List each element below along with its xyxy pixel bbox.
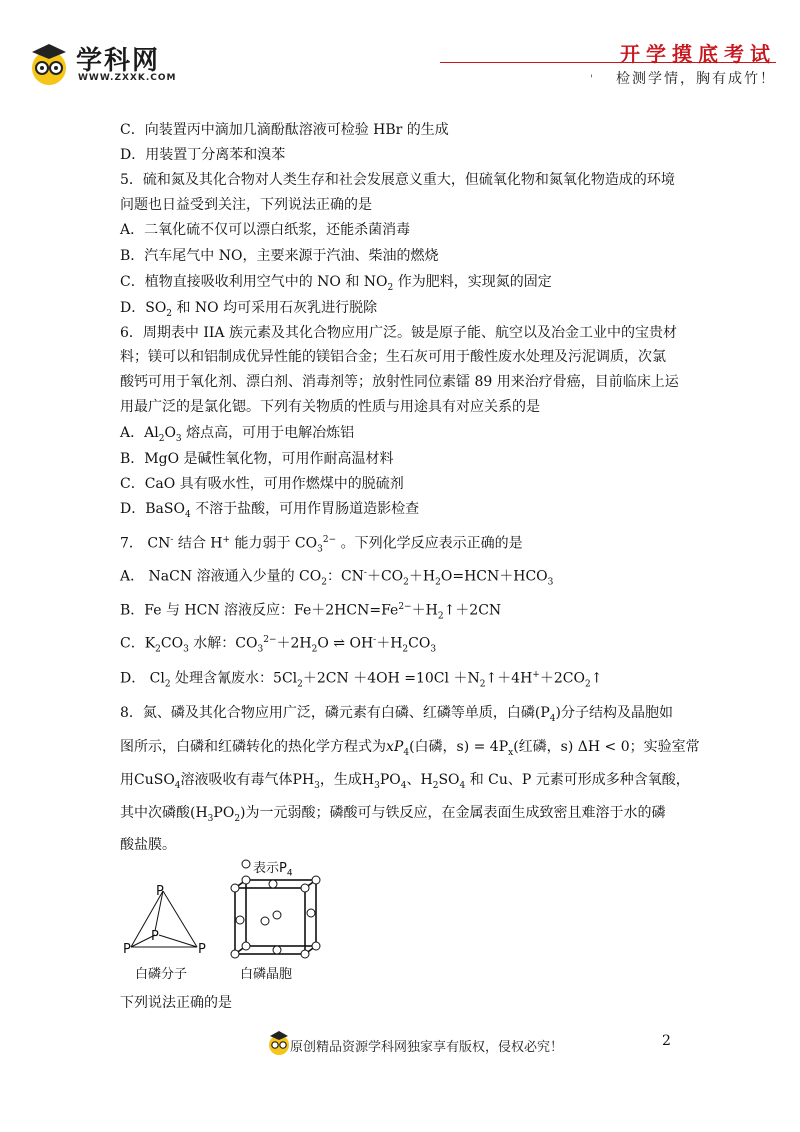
option-c-q5: C．植物直接吸收利用空气中的 NO 和 $NO_2$ 作为肥料，实现氮的固定: [120, 274, 552, 293]
option-a-q7: A． NaCN 溶液通入少量的 $CO_2$：$CN^-+CO_2+H_2O=HCN+HCO_3$: [120, 568, 554, 588]
p-atom-top: P: [156, 884, 164, 899]
exam-slogan: 检测学情，胸有成竹！: [616, 71, 776, 87]
option-d-q4: D．用装置丁分离苯和溴苯: [120, 147, 286, 163]
exam-title: 开学摸底考试: [620, 42, 776, 66]
question-8-stem-5: 酸盐膜。: [120, 837, 176, 853]
option-c-q7: C．$K_2CO_3$ 水解：$CO_3^{2-}+2H_2O$ ⇌ $OH^-+H_2CO_3$: [120, 635, 437, 655]
option-d-q6: D．BaSO$_4$ 不溶于盐酸，可用作胃肠道造影检查: [120, 501, 420, 520]
option-c-q6: C．CaO 具有吸水性，可用作燃煤中的脱硫剂: [120, 476, 404, 492]
question-7-stem: 7． CN- 结合 H+ 能力弱于 $CO_3^{2-}$ 。下列化学反应表示正确的是: [120, 535, 523, 555]
question-5-stem-cont: 问题也日益受到关注，下列说法正确的是: [120, 197, 372, 213]
molecule-caption: 白磷分子: [135, 967, 188, 982]
crystal-caption: 白磷晶胞: [240, 967, 293, 982]
question-5-stem: 5．硫和氮及其化合物对人类生存和社会发展意义重大，但硫氧化物和氮氧化物造成的环境: [120, 172, 675, 188]
question-6-stem: 6．周期表中 IIA 族元素及其化合物应用广泛。铍是原子能、航空以及冶金工业中的宝贵材: [120, 325, 677, 341]
copyright-notice: 原创精品资源学科网独家享有版权，侵权必究！: [290, 1040, 564, 1055]
logo-text: 学科网: [76, 46, 161, 76]
owl-logo-icon: [26, 42, 72, 86]
option-b-q5: B．汽车尾气中 NO，主要来源于汽油、柴油的燃烧: [120, 248, 439, 264]
question-8-stem-4: 其中次磷酸$(H_3PO_2)$为一元弱酸；磷酸可与铁反应，在金属表面生成致密且难溶于水的磷: [120, 805, 666, 824]
p4-molecule: [131, 891, 197, 947]
option-a-q6: A．$Al_2O_3$ 熔点高，可用于电解冶炼铝: [120, 425, 355, 444]
option-b-q7: B．Fe 与 HCN 溶液反应：$Fe+2HCN=Fe^{2-}+H_2↑+2CN$: [120, 602, 502, 622]
option-d-q5: D．$SO_2$ 和 NO 均可采用石灰乳进行脱除: [120, 300, 378, 319]
option-c-q4: C．向装置丙中滴加几滴酚酞溶液可检验 HBr 的生成: [120, 122, 449, 138]
option-b-q6: B．MgO 是碱性氧化物，可用作耐高温材料: [120, 451, 394, 467]
question-8-prompt: 下列说法正确的是: [120, 995, 232, 1011]
footer-owl-icon: [268, 1030, 290, 1056]
page-number: 2: [662, 1033, 671, 1049]
option-a-q5: A．二氧化硫不仅可以漂白纸浆，还能杀菌消毒: [120, 222, 411, 238]
p-atom-left: P: [123, 942, 131, 957]
question-8-stem-2: 图所示，白磷和红磷转化的热化学方程式为$xP_4$(白磷，$s) = 4P_x$(红磷，s) ΔH < 0；实验室常: [120, 739, 700, 758]
legend-label: 表示$P_4$: [253, 861, 293, 879]
question-6-stem-3: 酸钙可用于氧化剂、漂白剂、消毒剂等；放射性同位素镭 89 用来治疗骨癌，目前临床上运: [120, 374, 679, 390]
question-6-stem-4: 用最广泛的是氯化锶。下列有关物质的性质与用途具有对应关系的是: [120, 399, 540, 415]
site-logo[interactable]: [26, 40, 186, 90]
question-8-stem: 8．氮、磷及其化合物应用广泛，磷元素有白磷、红磷等单质，白磷$(P_4)$分子结构及晶胞如: [120, 705, 673, 724]
p-atom-center: P: [151, 929, 159, 944]
header-divider: [440, 62, 776, 63]
question-8-stem-3: 用CuSO$_4$溶液吸收有毒气体$PH_3$，生成$H_3PO_4$、$H_2SO_4$ 和 Cu、P 元素可形成多种含氧酸，: [120, 772, 690, 791]
p-atom-right: P: [198, 942, 206, 957]
header-tick: ': [590, 74, 593, 85]
option-d-q7: D． $Cl_2$ 处理含氰废水：$5Cl_2+2CN +4OH =10Cl$ $+N_2↑+4H^++2CO_2↑$: [120, 670, 603, 690]
question-6-stem-2: 料；镁可以和铝制成优异性能的镁铝合金；生石灰可用于酸性废水处理及污泥调质，次氯: [120, 349, 666, 365]
logo-url: WWW.ZXXK.COM: [78, 73, 177, 83]
